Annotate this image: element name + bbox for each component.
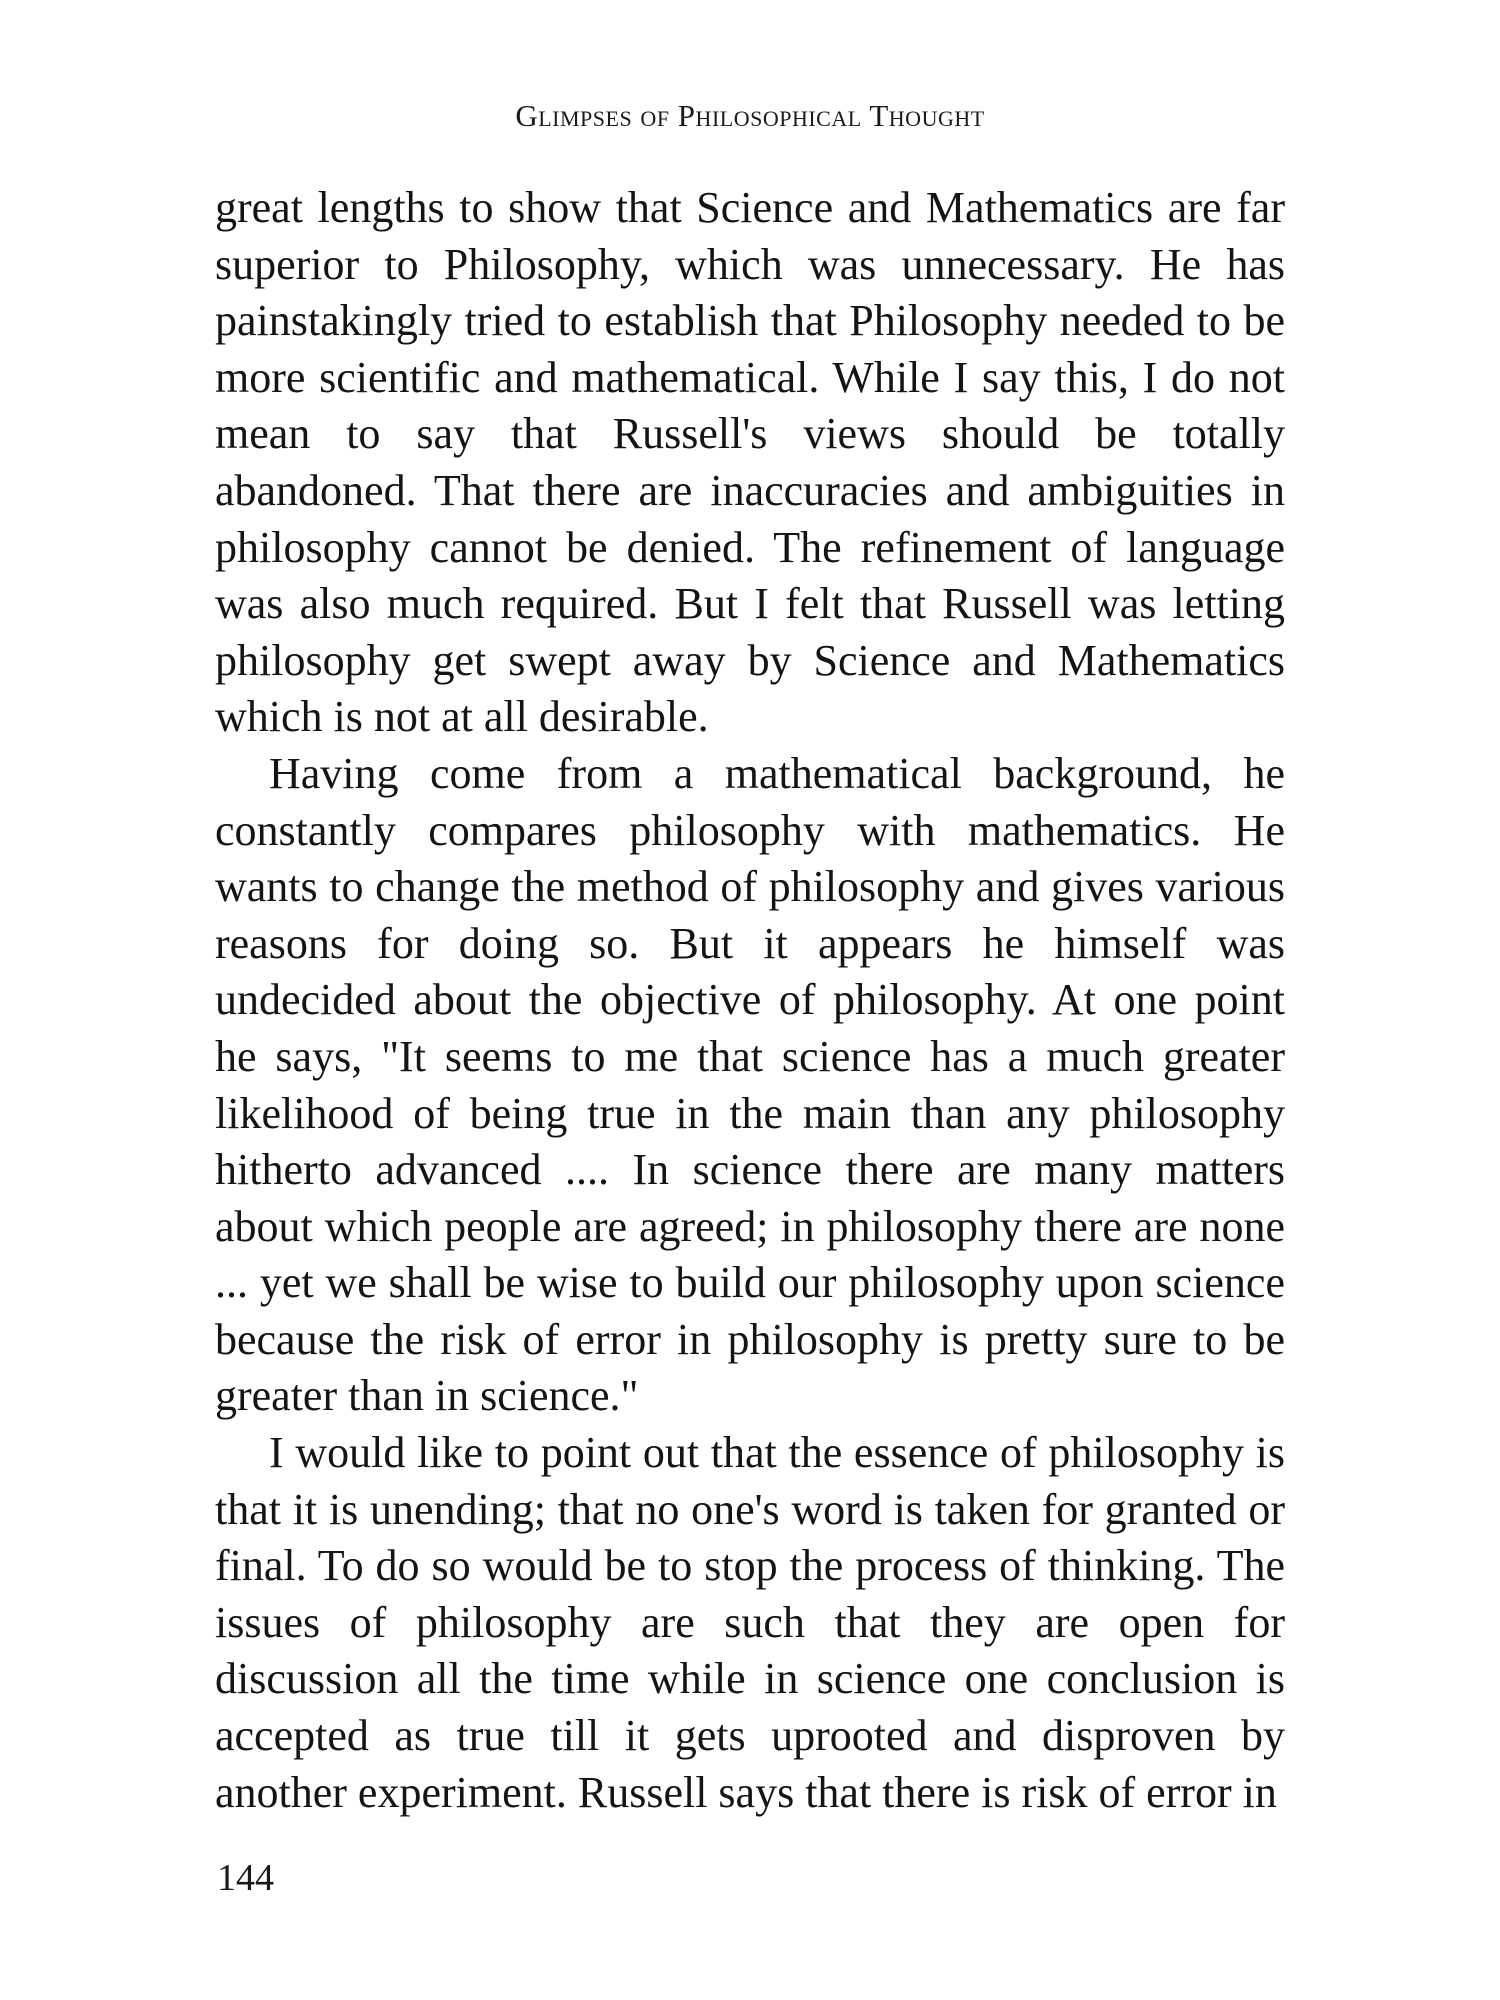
paragraph-continuation: great lengths to show that Science and Mathematics are far superior to Philosophy, which was unnecessary. He has painstakingly tried to establish that Philosophy needed to be more scientific and mathematical. While I say this, I do not mean to say that Russell's views should be totally abandoned. That there are inaccuracies and ambiguities in philosophy cannot be denied. The refinement of language was also much required. But I felt that Russell was letting philosophy get swept away by Science and Mathematics which is not at all desirable. <box>215 183 1285 742</box>
page-number: 144 <box>217 1857 274 1899</box>
running-head: Glimpses of Philosophical Thought <box>515 98 985 133</box>
paragraph-mathematical-background: Having come from a mathematical background, he constantly compares philosophy with mathematics. He wants to change the method of philosophy and gives various reasons for doing so. But it appears he himself was undecided about the objective of philosophy. At one point he says, "It seems to me that science has a much greater likelihood of being true in the main than any philosophy hitherto advanced .... In science there are many matters about which people are agreed; in philosophy there are none ... yet we shall be wise to build our philosophy upon science because the risk of error in philosophy is pretty sure to be greater than in science." <box>215 748 1285 1421</box>
paragraph-essence-of-philosophy: I would like to point out that the essence of philosophy is that it is unending; that no one's word is taken for granted or final. To do so would be to stop the process of thinking. The issues of philosophy are such that they are open for discussion all the time while in science one conclusion is accepted as true till it gets uprooted and disproven by another experiment. Russell says that there is risk of error in <box>215 1428 1285 1817</box>
body-text <box>215 180 1285 1821</box>
